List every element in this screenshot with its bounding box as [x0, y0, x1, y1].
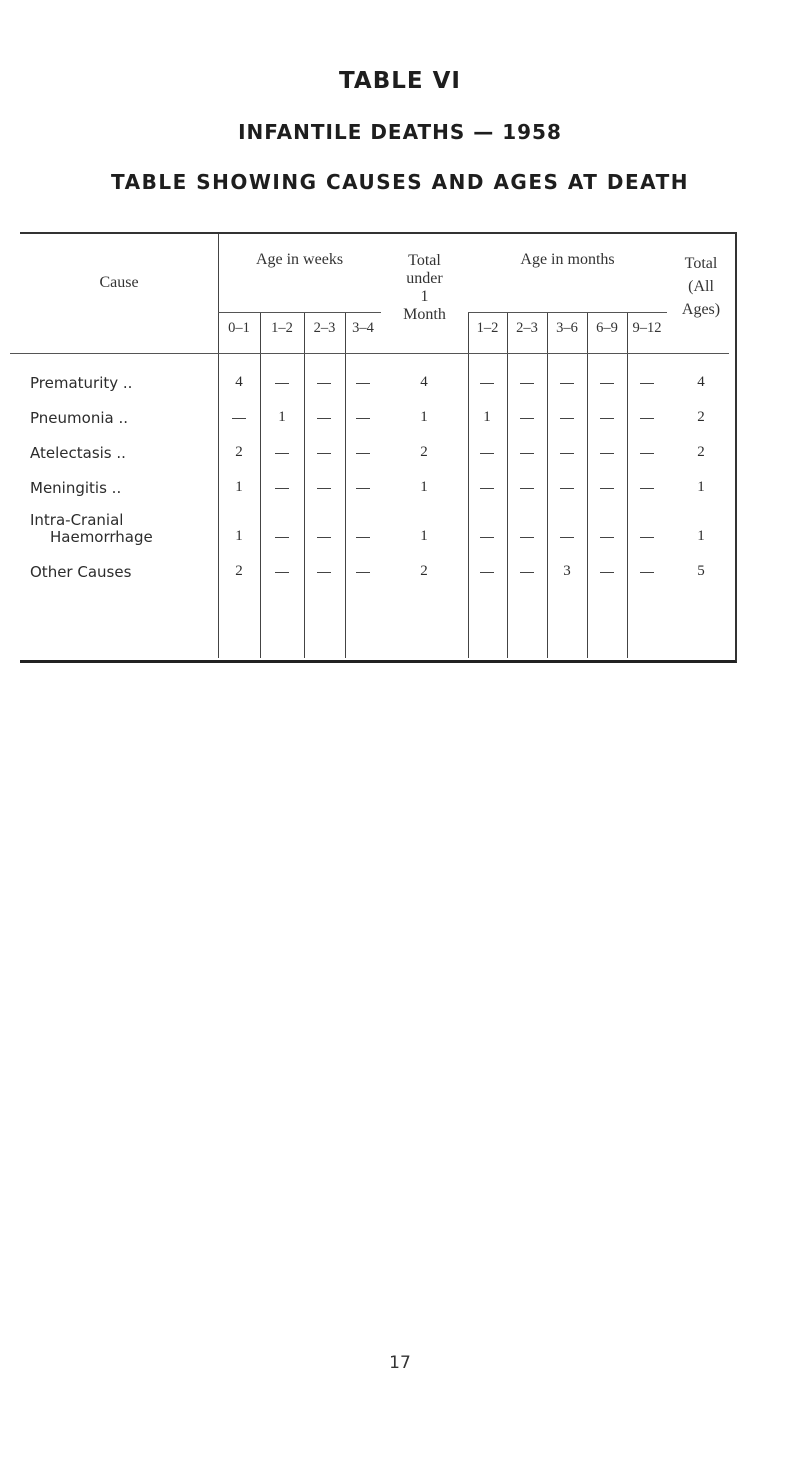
empty-cell-dash: [600, 488, 614, 489]
header-subline-weeks: [218, 312, 381, 313]
empty-cell-dash: [560, 418, 574, 419]
header-subline-months: [468, 312, 667, 313]
empty-cell-dash: [520, 418, 534, 419]
subheader-month: 2–3: [516, 320, 538, 336]
header-total-under-month: Total under 1 Month: [403, 252, 446, 323]
empty-cell-dash: [520, 488, 534, 489]
empty-cell-dash: [317, 488, 331, 489]
table-cell: 4: [420, 374, 428, 390]
table-cell: 1: [697, 479, 705, 495]
empty-cell-dash: [640, 453, 654, 454]
col-line: [345, 312, 346, 658]
col-line: [547, 312, 548, 658]
table-cell: 3: [563, 563, 571, 579]
subheader-month: 9–12: [632, 320, 662, 336]
table-cell: 1: [483, 409, 491, 425]
empty-cell-dash: [600, 572, 614, 573]
subheader-week: 0–1: [228, 320, 250, 336]
subheader-week: 2–3: [313, 320, 336, 336]
empty-cell-dash: [317, 453, 331, 454]
empty-cell-dash: [600, 537, 614, 538]
empty-cell-dash: [356, 488, 370, 489]
table-subtitle: INFANTILE DEATHS — 1958: [238, 120, 562, 144]
header-cause: Cause: [99, 274, 139, 291]
empty-cell-dash: [480, 572, 494, 573]
subheader-month: 1–2: [476, 320, 499, 336]
empty-cell-dash: [560, 488, 574, 489]
cause-label: Other Causes: [30, 563, 132, 581]
table-cell: 2: [697, 444, 705, 460]
empty-cell-dash: [520, 383, 534, 384]
empty-cell-dash: [520, 537, 534, 538]
table-cell: 1: [278, 409, 286, 425]
table-cell: 2: [235, 444, 243, 460]
table-cell: 2: [697, 409, 705, 425]
empty-cell-dash: [560, 537, 574, 538]
empty-cell-dash: [275, 537, 289, 538]
empty-cell-dash: [317, 418, 331, 419]
table-cell: 2: [235, 563, 243, 579]
empty-cell-dash: [480, 453, 494, 454]
empty-cell-dash: [560, 383, 574, 384]
empty-cell-dash: [480, 383, 494, 384]
table-cell: 4: [235, 374, 243, 390]
table-cell: 1: [420, 409, 428, 425]
cause-label: Atelectasis ..: [30, 444, 126, 462]
empty-cell-dash: [640, 537, 654, 538]
table-cell: 1: [697, 528, 705, 544]
empty-cell-dash: [356, 418, 370, 419]
col-line: [627, 312, 628, 658]
subheader-week: 3–4: [352, 320, 374, 336]
empty-cell-dash: [480, 488, 494, 489]
empty-cell-dash: [640, 418, 654, 419]
empty-cell-dash: [356, 537, 370, 538]
empty-cell-dash: [275, 572, 289, 573]
empty-cell-dash: [356, 572, 370, 573]
empty-cell-dash: [520, 453, 534, 454]
subheader-week: 1–2: [271, 320, 293, 336]
empty-cell-dash: [640, 572, 654, 573]
empty-cell-dash: [520, 572, 534, 573]
empty-cell-dash: [275, 383, 289, 384]
table-cell: 1: [420, 528, 428, 544]
empty-cell-dash: [640, 383, 654, 384]
table-cell: 1: [420, 479, 428, 495]
empty-cell-dash: [560, 453, 574, 454]
empty-cell-dash: [640, 488, 654, 489]
header-total-all-ages: Total (All Ages): [681, 255, 721, 318]
empty-cell-dash: [356, 383, 370, 384]
table-cell: 2: [420, 563, 428, 579]
empty-cell-dash: [356, 453, 370, 454]
cause-label: Haemorrhage: [50, 528, 153, 546]
header-age-months: Age in months: [520, 251, 615, 268]
header-bottom-line: [10, 353, 729, 354]
empty-cell-dash: [317, 383, 331, 384]
col-line: [304, 312, 305, 658]
table-cell: 1: [235, 528, 243, 544]
table-number: TABLE VI: [339, 68, 461, 94]
col-line: [587, 312, 588, 658]
cause-label: Meningitis ..: [30, 479, 122, 497]
col-line: [507, 312, 508, 658]
empty-cell-dash: [275, 488, 289, 489]
empty-cell-dash: [600, 453, 614, 454]
empty-cell-dash: [600, 383, 614, 384]
table-cell: 5: [697, 563, 705, 579]
empty-cell-dash: [275, 453, 289, 454]
table-caption: TABLE SHOWING CAUSES AND AGES AT DEATH: [111, 170, 689, 194]
empty-cell-dash: [600, 418, 614, 419]
table-cell: 2: [420, 444, 428, 460]
subheader-month: 3–6: [556, 320, 578, 336]
table-cell: 1: [235, 479, 243, 495]
page-number: 17: [389, 1353, 411, 1373]
empty-cell-dash: [232, 418, 246, 419]
empty-cell-dash: [317, 537, 331, 538]
cause-label: Prematurity ..: [30, 374, 133, 392]
empty-cell-dash: [317, 572, 331, 573]
causes-table: [20, 232, 737, 663]
col-line: [260, 312, 261, 658]
table-cell: 4: [697, 374, 705, 390]
cause-label: Intra-Cranial: [30, 511, 124, 529]
empty-cell-dash: [480, 537, 494, 538]
header-age-weeks: Age in weeks: [255, 251, 344, 268]
subheader-month: 6–9: [596, 320, 618, 336]
col-line: [468, 312, 469, 658]
cause-label: Pneumonia ..: [30, 409, 128, 427]
